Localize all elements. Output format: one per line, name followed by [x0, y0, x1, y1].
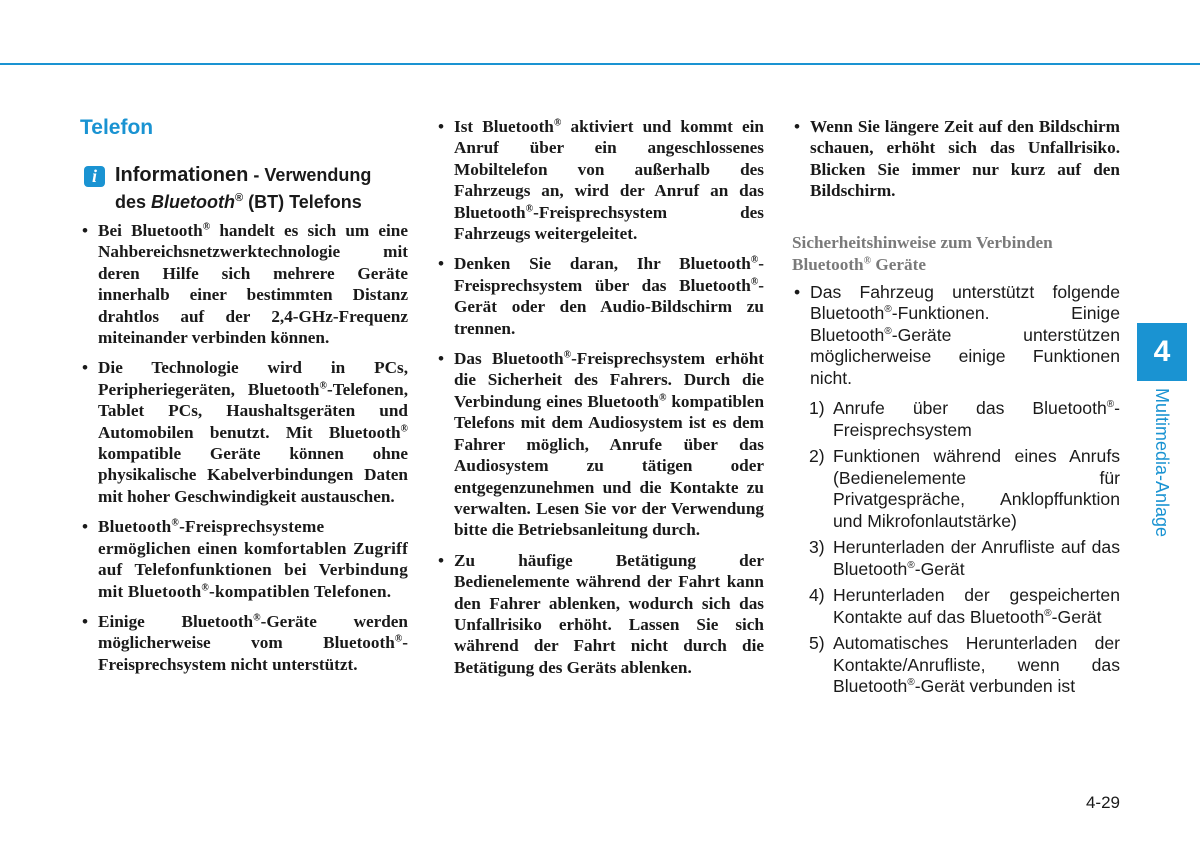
numbered-item: 2) Funktionen während eines Anrufs (Bedienelemente für Privatgespräche, Anklopffunktion und Mikrofonlautstärke) [809, 446, 1120, 531]
info-heading: i Informationen - Verwendung des Bluetooth® (BT) Telefons [80, 164, 408, 214]
column-2 [436, 116, 764, 687]
list-item: • Ist Bluetooth® aktiviert und kommt ein Anruf über ein angeschlossenes Mobiltelefon von außerhalb des Fahrzeugs an, wird der Anruf an das Bluetooth®-Freisprechsystem des Fahrzeugs weitergeleitet. [436, 116, 764, 244]
top-rule [0, 63, 1200, 65]
list-item: • Das Fahrzeug unterstützt folgende Bluetooth®-Funktionen. Einige Bluetooth®-Geräte unterstützen möglicherweise einige Funktionen nicht. [792, 282, 1120, 390]
section-title: Telefon [80, 116, 154, 139]
info-heading-main: Informationen [115, 164, 249, 186]
bullet-list-col2 [436, 116, 764, 678]
list-item: • Bluetooth®-Freisprechsysteme ermöglichen einen komfortablen Zugriff auf Telefonfunktionen bei Verbindung mit Bluetooth®-kompatiblen Telefonen. [80, 516, 408, 602]
numbered-item: 3) Herunterladen der Anrufliste auf das Bluetooth®-Gerät [809, 537, 1120, 579]
info-icon: i [84, 166, 105, 187]
list-item: • Bei Bluetooth® handelt es sich um eine Nahbereichsnetzwerktechnologie mit deren Hilfe sich mehrere Geräte innerhalb einer bestimmten Distanz drahtlos auf der 2,4-GHz-Frequenz miteinander verbinden können. [80, 220, 408, 348]
list-item: • Wenn Sie längere Zeit auf den Bildschirm schauen, erhöht sich das Unfallrisiko. Blicken Sie immer nur kurz auf den Bildschirm. [792, 116, 1120, 202]
list-item: • Einige Bluetooth®-Geräte werden möglicherweise vom Bluetooth®-Freisprechsystem nicht unterstützt. [80, 611, 408, 675]
list-item: • Das Bluetooth®-Freisprechsystem erhöht die Sicherheit des Fahrers. Durch die Verbindung eines Bluetooth® kompatiblen Telefons mit dem Audiosystem ist es dem Fahrer möglich, Anrufe über das Audiosystem zu tätigen oder entgegenzunehmen und die Kontakte zu verwalten. Lesen Sie vor der Verwendung bitte die Betriebsanleitung durch. [436, 348, 764, 541]
list-item: • Denken Sie daran, Ihr Bluetooth®-Freisprechsystem über das Bluetooth®-Gerät oder den Audio-Bildschirm zu trennen. [436, 253, 764, 339]
bullet-list-col1 [80, 220, 408, 675]
feature-list [809, 398, 1120, 698]
chapter-label: Multimedia-Anlage [1152, 388, 1172, 538]
feature-intro [792, 282, 1120, 390]
column-3 [792, 116, 1120, 703]
list-item: • Die Technologie wird in PCs, Peripheriegeräten, Bluetooth®-Telefonen, Tablet PCs, Haushaltsgeräten und Automobilen benutzt. Mit Bluetooth® kompatible Geräte können ohne physikalische Kabelverbindungen Daten mit hoher Geschwindigkeit austauschen. [80, 357, 408, 507]
column-1 [80, 116, 408, 684]
numbered-item: 5) Automatisches Herunterladen der Kontakte/Anrufliste, wenn das Bluetooth®-Gerät verbunden ist [809, 633, 1120, 697]
bullet-list-col3 [792, 116, 1120, 202]
safety-subheading: Sicherheitshinweise zum Verbinden Bluetooth® Geräte [792, 232, 1053, 274]
page-number: 4-29 [1085, 793, 1120, 812]
list-item: • Zu häufige Betätigung der Bedienelemente während der Fahrt kann den Fahrer ablenken, wodurch sich das Unfallrisiko erhöht. Lassen Sie sich während der Fahrt nicht durch die Betätigung des Geräts ablenken. [436, 550, 764, 678]
info-heading-sub: - Verwendung [248, 165, 372, 185]
numbered-item: 4) Herunterladen der gespeicherten Kontakte auf das Bluetooth®-Gerät [809, 585, 1120, 627]
numbered-item: 1) Anrufe über das Bluetooth®-Freisprechsystem [809, 398, 1120, 440]
chapter-tab: 4 [1137, 323, 1187, 381]
